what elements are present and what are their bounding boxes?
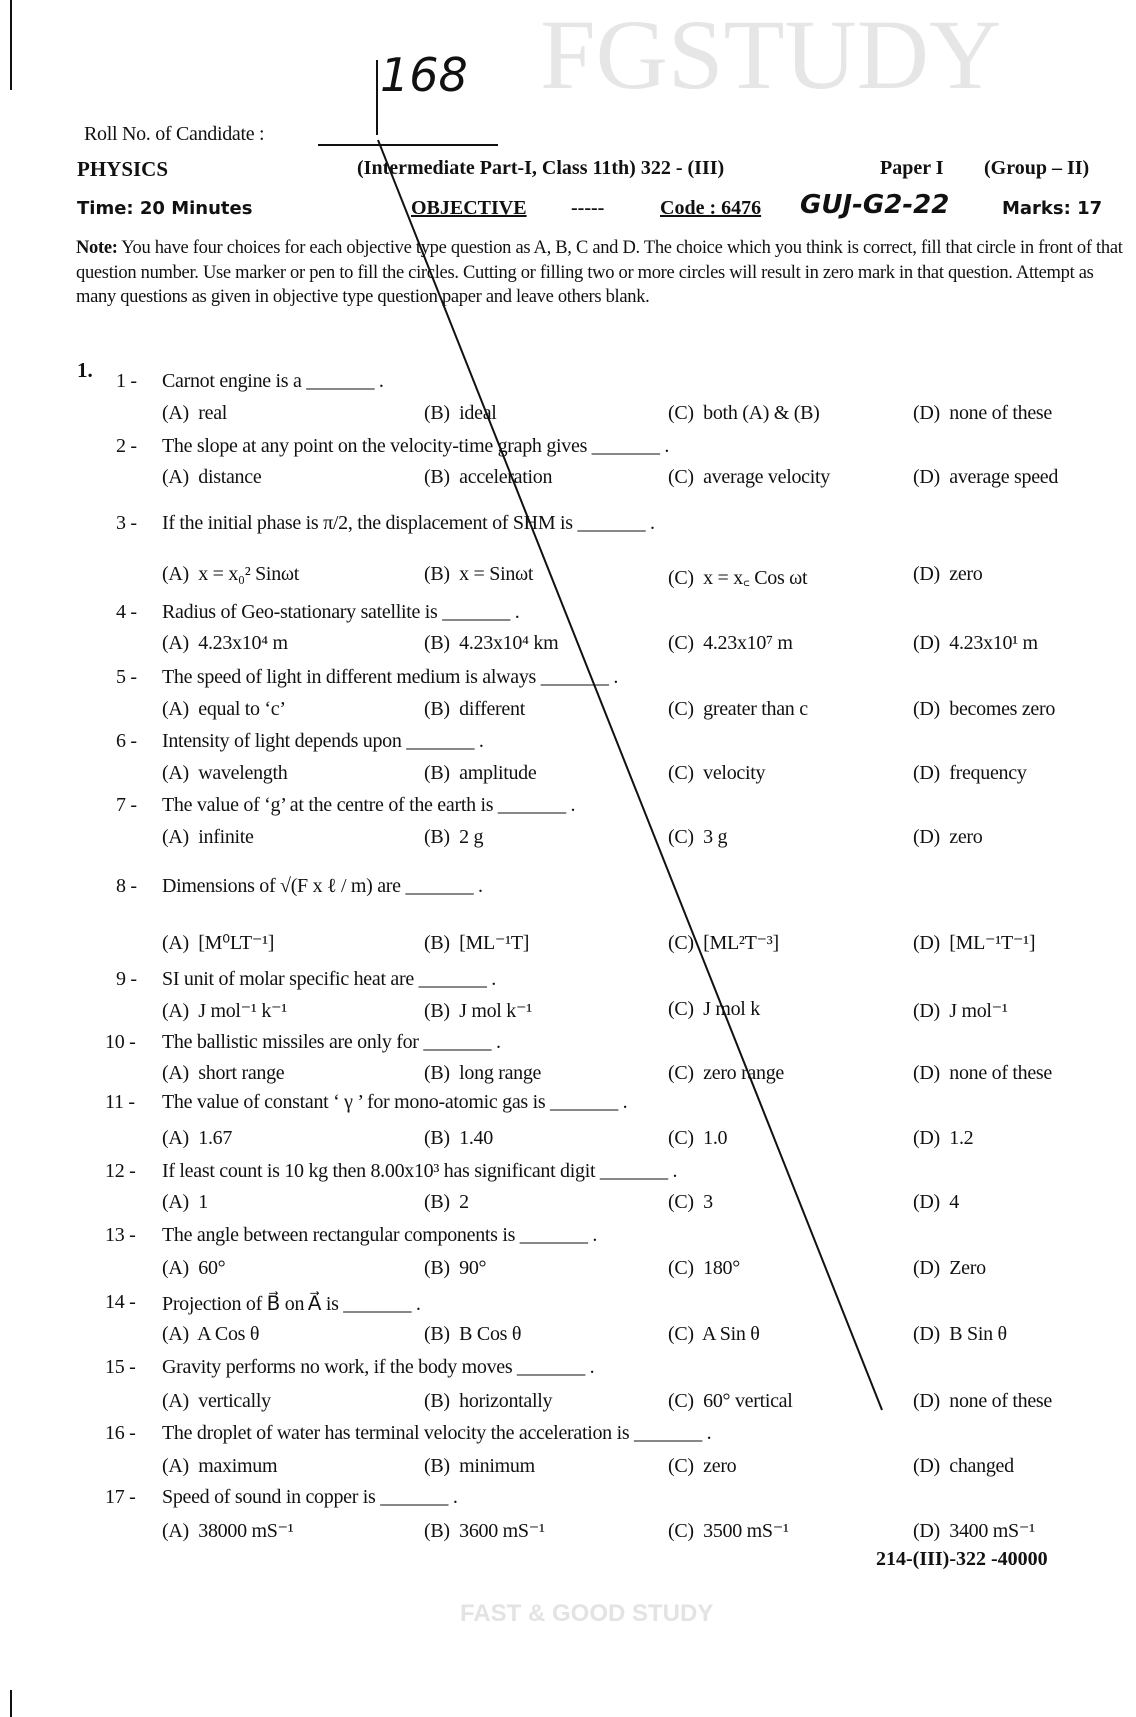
roll-number-field[interactable] bbox=[318, 144, 498, 146]
question-number: 10 - bbox=[105, 1031, 136, 1053]
instructions-note bbox=[76, 236, 1132, 310]
answer-option-a[interactable]: (A) distance bbox=[162, 466, 262, 488]
answer-option-b[interactable]: (B) 2 bbox=[424, 1191, 469, 1213]
answer-option-b[interactable]: (B) x = Sinωt bbox=[424, 563, 534, 585]
answer-option-c[interactable]: (C) J mol k bbox=[668, 998, 760, 1020]
answer-option-b[interactable]: (B) J mol k⁻¹ bbox=[424, 1000, 532, 1022]
paper-info: Paper I bbox=[880, 157, 944, 179]
answer-option-c[interactable]: (C) greater than c bbox=[668, 698, 808, 720]
question-number: 9 - bbox=[116, 968, 137, 990]
answer-option-d[interactable]: (D) zero bbox=[913, 826, 983, 848]
answer-option-b[interactable]: (B) 3600 mS⁻¹ bbox=[424, 1520, 545, 1542]
answer-option-c[interactable]: (C) x = x꜀ Cos ωt bbox=[668, 567, 808, 589]
answer-option-c[interactable]: (C) 4.23x10⁷ m bbox=[668, 632, 793, 654]
answer-option-a[interactable]: (A) infinite bbox=[162, 826, 254, 848]
answer-option-a[interactable]: (A) A Cos θ bbox=[162, 1323, 260, 1345]
answer-option-c[interactable]: (C) 3 g bbox=[668, 826, 728, 848]
answer-option-d[interactable]: (D) average speed bbox=[913, 466, 1059, 488]
answer-option-a[interactable]: (A) equal to ‘c’ bbox=[162, 698, 286, 720]
question-number: 11 - bbox=[105, 1091, 135, 1113]
question-number: 8 - bbox=[116, 875, 137, 897]
answer-option-b[interactable]: (B) 2 g bbox=[424, 826, 484, 848]
question-text: Radius of Geo-stationary satellite is _______ . bbox=[162, 601, 520, 623]
answer-option-d[interactable]: (D) B Sin θ bbox=[913, 1323, 1007, 1345]
answer-option-a[interactable]: (A) 1 bbox=[162, 1191, 208, 1213]
question-text: If the initial phase is π/2, the displacement of SHM is _______ . bbox=[162, 512, 655, 534]
answer-option-a[interactable]: (A) wavelength bbox=[162, 762, 288, 784]
objective-label: OBJECTIVE bbox=[411, 197, 527, 219]
question-text: The angle between rectangular components is _______ . bbox=[162, 1224, 598, 1246]
question-text: The droplet of water has terminal velocity the acceleration is _______ . bbox=[162, 1422, 712, 1444]
course-info: (Intermediate Part-I, Class 11th) 322 - (III) bbox=[357, 157, 725, 179]
answer-option-c[interactable]: (C) 60° vertical bbox=[668, 1390, 793, 1412]
answer-option-c[interactable]: (C) A Sin θ bbox=[668, 1323, 760, 1345]
answer-option-d[interactable]: (D) 4.23x10¹ m bbox=[913, 632, 1038, 654]
roll-label: Roll No. of Candidate : bbox=[84, 123, 265, 145]
question-text: The slope at any point on the velocity-time graph gives _______ . bbox=[162, 435, 670, 457]
question-text: The value of constant ‘ γ ’ for mono-atomic gas is _______ . bbox=[162, 1091, 628, 1113]
answer-option-c[interactable]: (C) 3 bbox=[668, 1191, 713, 1213]
handwritten-code: GUJ-G2-22 bbox=[800, 190, 950, 220]
question-number: 5 - bbox=[116, 666, 137, 688]
answer-option-d[interactable]: (D) [ML⁻¹T⁻¹] bbox=[913, 932, 1036, 954]
answer-option-a[interactable]: (A) 60° bbox=[162, 1257, 226, 1279]
answer-option-c[interactable]: (C) [ML²T⁻³] bbox=[668, 932, 779, 954]
question-text: Gravity performs no work, if the body moves _______ . bbox=[162, 1356, 595, 1378]
answer-option-a[interactable]: (A) 38000 mS⁻¹ bbox=[162, 1520, 294, 1542]
answer-option-c[interactable]: (C) 180° bbox=[668, 1257, 740, 1279]
section-number: 1. bbox=[77, 358, 93, 382]
answer-option-b[interactable]: (B) long range bbox=[424, 1062, 542, 1084]
answer-option-a[interactable]: (A) real bbox=[162, 402, 228, 424]
answer-option-b[interactable]: (B) 1.40 bbox=[424, 1127, 493, 1149]
paper-code: Code : 6476 bbox=[660, 197, 762, 219]
answer-option-d[interactable]: (D) Zero bbox=[913, 1257, 986, 1279]
question-text: Speed of sound in copper is _______ . bbox=[162, 1486, 458, 1508]
footer-code: 214-(III)-322 -40000 bbox=[876, 1548, 1048, 1570]
dashes: ----- bbox=[571, 197, 605, 219]
answer-option-d[interactable]: (D) frequency bbox=[913, 762, 1027, 784]
question-number: 1 - bbox=[116, 370, 137, 392]
marks-info: Marks: 17 bbox=[1002, 198, 1103, 219]
answer-option-a[interactable]: (A) maximum bbox=[162, 1455, 278, 1477]
answer-option-b[interactable]: (B) 4.23x10⁴ km bbox=[424, 632, 559, 654]
question-number: 13 - bbox=[105, 1224, 136, 1246]
question-number: 2 - bbox=[116, 435, 137, 457]
handwritten-roll-number: 168 bbox=[380, 48, 468, 102]
answer-option-a[interactable]: (A) J mol⁻¹ k⁻¹ bbox=[162, 1000, 287, 1022]
answer-option-d[interactable]: (D) changed bbox=[913, 1455, 1014, 1477]
answer-option-a[interactable]: (A) x = x₀² Sinωt bbox=[162, 563, 300, 585]
answer-option-d[interactable]: (D) becomes zero bbox=[913, 698, 1056, 720]
answer-option-a[interactable]: (A) short range bbox=[162, 1062, 285, 1084]
answer-option-b[interactable]: (B) ideal bbox=[424, 402, 497, 424]
question-text: Intensity of light depends upon _______ . bbox=[162, 730, 484, 752]
answer-option-b[interactable]: (B) horizontally bbox=[424, 1390, 553, 1412]
answer-option-c[interactable]: (C) 3500 mS⁻¹ bbox=[668, 1520, 789, 1542]
question-text: If least count is 10 kg then 8.00x10³ has significant digit _______ . bbox=[162, 1160, 678, 1182]
question-number: 14 - bbox=[105, 1291, 136, 1313]
question-number: 12 - bbox=[105, 1160, 136, 1182]
answer-option-d[interactable]: (D) 3400 mS⁻¹ bbox=[913, 1520, 1035, 1542]
question-number: 4 - bbox=[116, 601, 137, 623]
question-text: The value of ‘g’ at the centre of the earth is _______ . bbox=[162, 794, 576, 816]
answer-option-a[interactable]: (A) 4.23x10⁴ m bbox=[162, 632, 288, 654]
note-label: Note: bbox=[76, 238, 118, 258]
subject-title: PHYSICS bbox=[77, 157, 169, 181]
answer-option-c[interactable]: (C) zero bbox=[668, 1455, 737, 1477]
question-text: The speed of light in different medium is always _______ . bbox=[162, 666, 619, 688]
question-number: 6 - bbox=[116, 730, 137, 752]
question-text: Carnot engine is a _______ . bbox=[162, 370, 384, 392]
question-text: Projection of B⃗ on A⃗ is _______ . bbox=[162, 1293, 421, 1315]
answer-option-c[interactable]: (C) zero range bbox=[668, 1062, 784, 1084]
time-info: Time: 20 Minutes bbox=[77, 198, 253, 219]
answer-option-b[interactable]: (B) different bbox=[424, 698, 525, 720]
watermark-tagline: FAST & GOOD STUDY bbox=[460, 1600, 714, 1627]
answer-option-b[interactable]: (B) [ML⁻¹T] bbox=[424, 932, 530, 954]
question-number: 15 - bbox=[105, 1356, 136, 1378]
answer-option-d[interactable]: (D) J mol⁻¹ bbox=[913, 1000, 1008, 1022]
watermark: FGSTUDY bbox=[540, 0, 1002, 110]
question-number: 7 - bbox=[116, 794, 137, 816]
question-text: SI unit of molar specific heat are _______ . bbox=[162, 968, 496, 990]
answer-option-d[interactable]: (D) none of these bbox=[913, 1390, 1052, 1412]
answer-option-b[interactable]: (B) minimum bbox=[424, 1455, 535, 1477]
answer-option-b[interactable]: (B) amplitude bbox=[424, 762, 537, 784]
note-text: You have four choices for each objective type question as A, B, C and D. The choice which you think is correct, fill that circle in front of that question number. Use marker or pen to fill the circles. Cutting or filling two or more circles will result in zero mark in that question. Attempt as many questions as given in objective type question paper and leave others blank. bbox=[76, 238, 1123, 307]
answer-option-d[interactable]: (D) 4 bbox=[913, 1191, 959, 1213]
group-info: (Group – II) bbox=[984, 157, 1090, 179]
answer-option-b[interactable]: (B) 90° bbox=[424, 1257, 487, 1279]
answer-option-a[interactable]: (A) [M⁰LT⁻¹] bbox=[162, 932, 275, 954]
answer-option-d[interactable]: (D) none of these bbox=[913, 402, 1052, 424]
answer-option-a[interactable]: (A) vertically bbox=[162, 1390, 271, 1412]
question-number: 17 - bbox=[105, 1486, 136, 1508]
answer-option-b[interactable]: (B) B Cos θ bbox=[424, 1323, 522, 1345]
answer-option-a[interactable]: (A) 1.67 bbox=[162, 1127, 233, 1149]
answer-option-d[interactable]: (D) 1.2 bbox=[913, 1127, 974, 1149]
question-number: 3 - bbox=[116, 512, 137, 534]
answer-option-d[interactable]: (D) none of these bbox=[913, 1062, 1052, 1084]
question-text: Dimensions of √(F x ℓ / m) are _______ . bbox=[162, 875, 483, 897]
answer-option-c[interactable]: (C) average velocity bbox=[668, 466, 830, 488]
answer-option-d[interactable]: (D) zero bbox=[913, 563, 983, 585]
answer-option-c[interactable]: (C) both (A) & (B) bbox=[668, 402, 820, 424]
answer-option-c[interactable]: (C) 1.0 bbox=[668, 1127, 728, 1149]
question-number: 16 - bbox=[105, 1422, 136, 1444]
question-text: The ballistic missiles are only for _______ . bbox=[162, 1031, 501, 1053]
answer-option-c[interactable]: (C) velocity bbox=[668, 762, 766, 784]
answer-option-b[interactable]: (B) acceleration bbox=[424, 466, 553, 488]
